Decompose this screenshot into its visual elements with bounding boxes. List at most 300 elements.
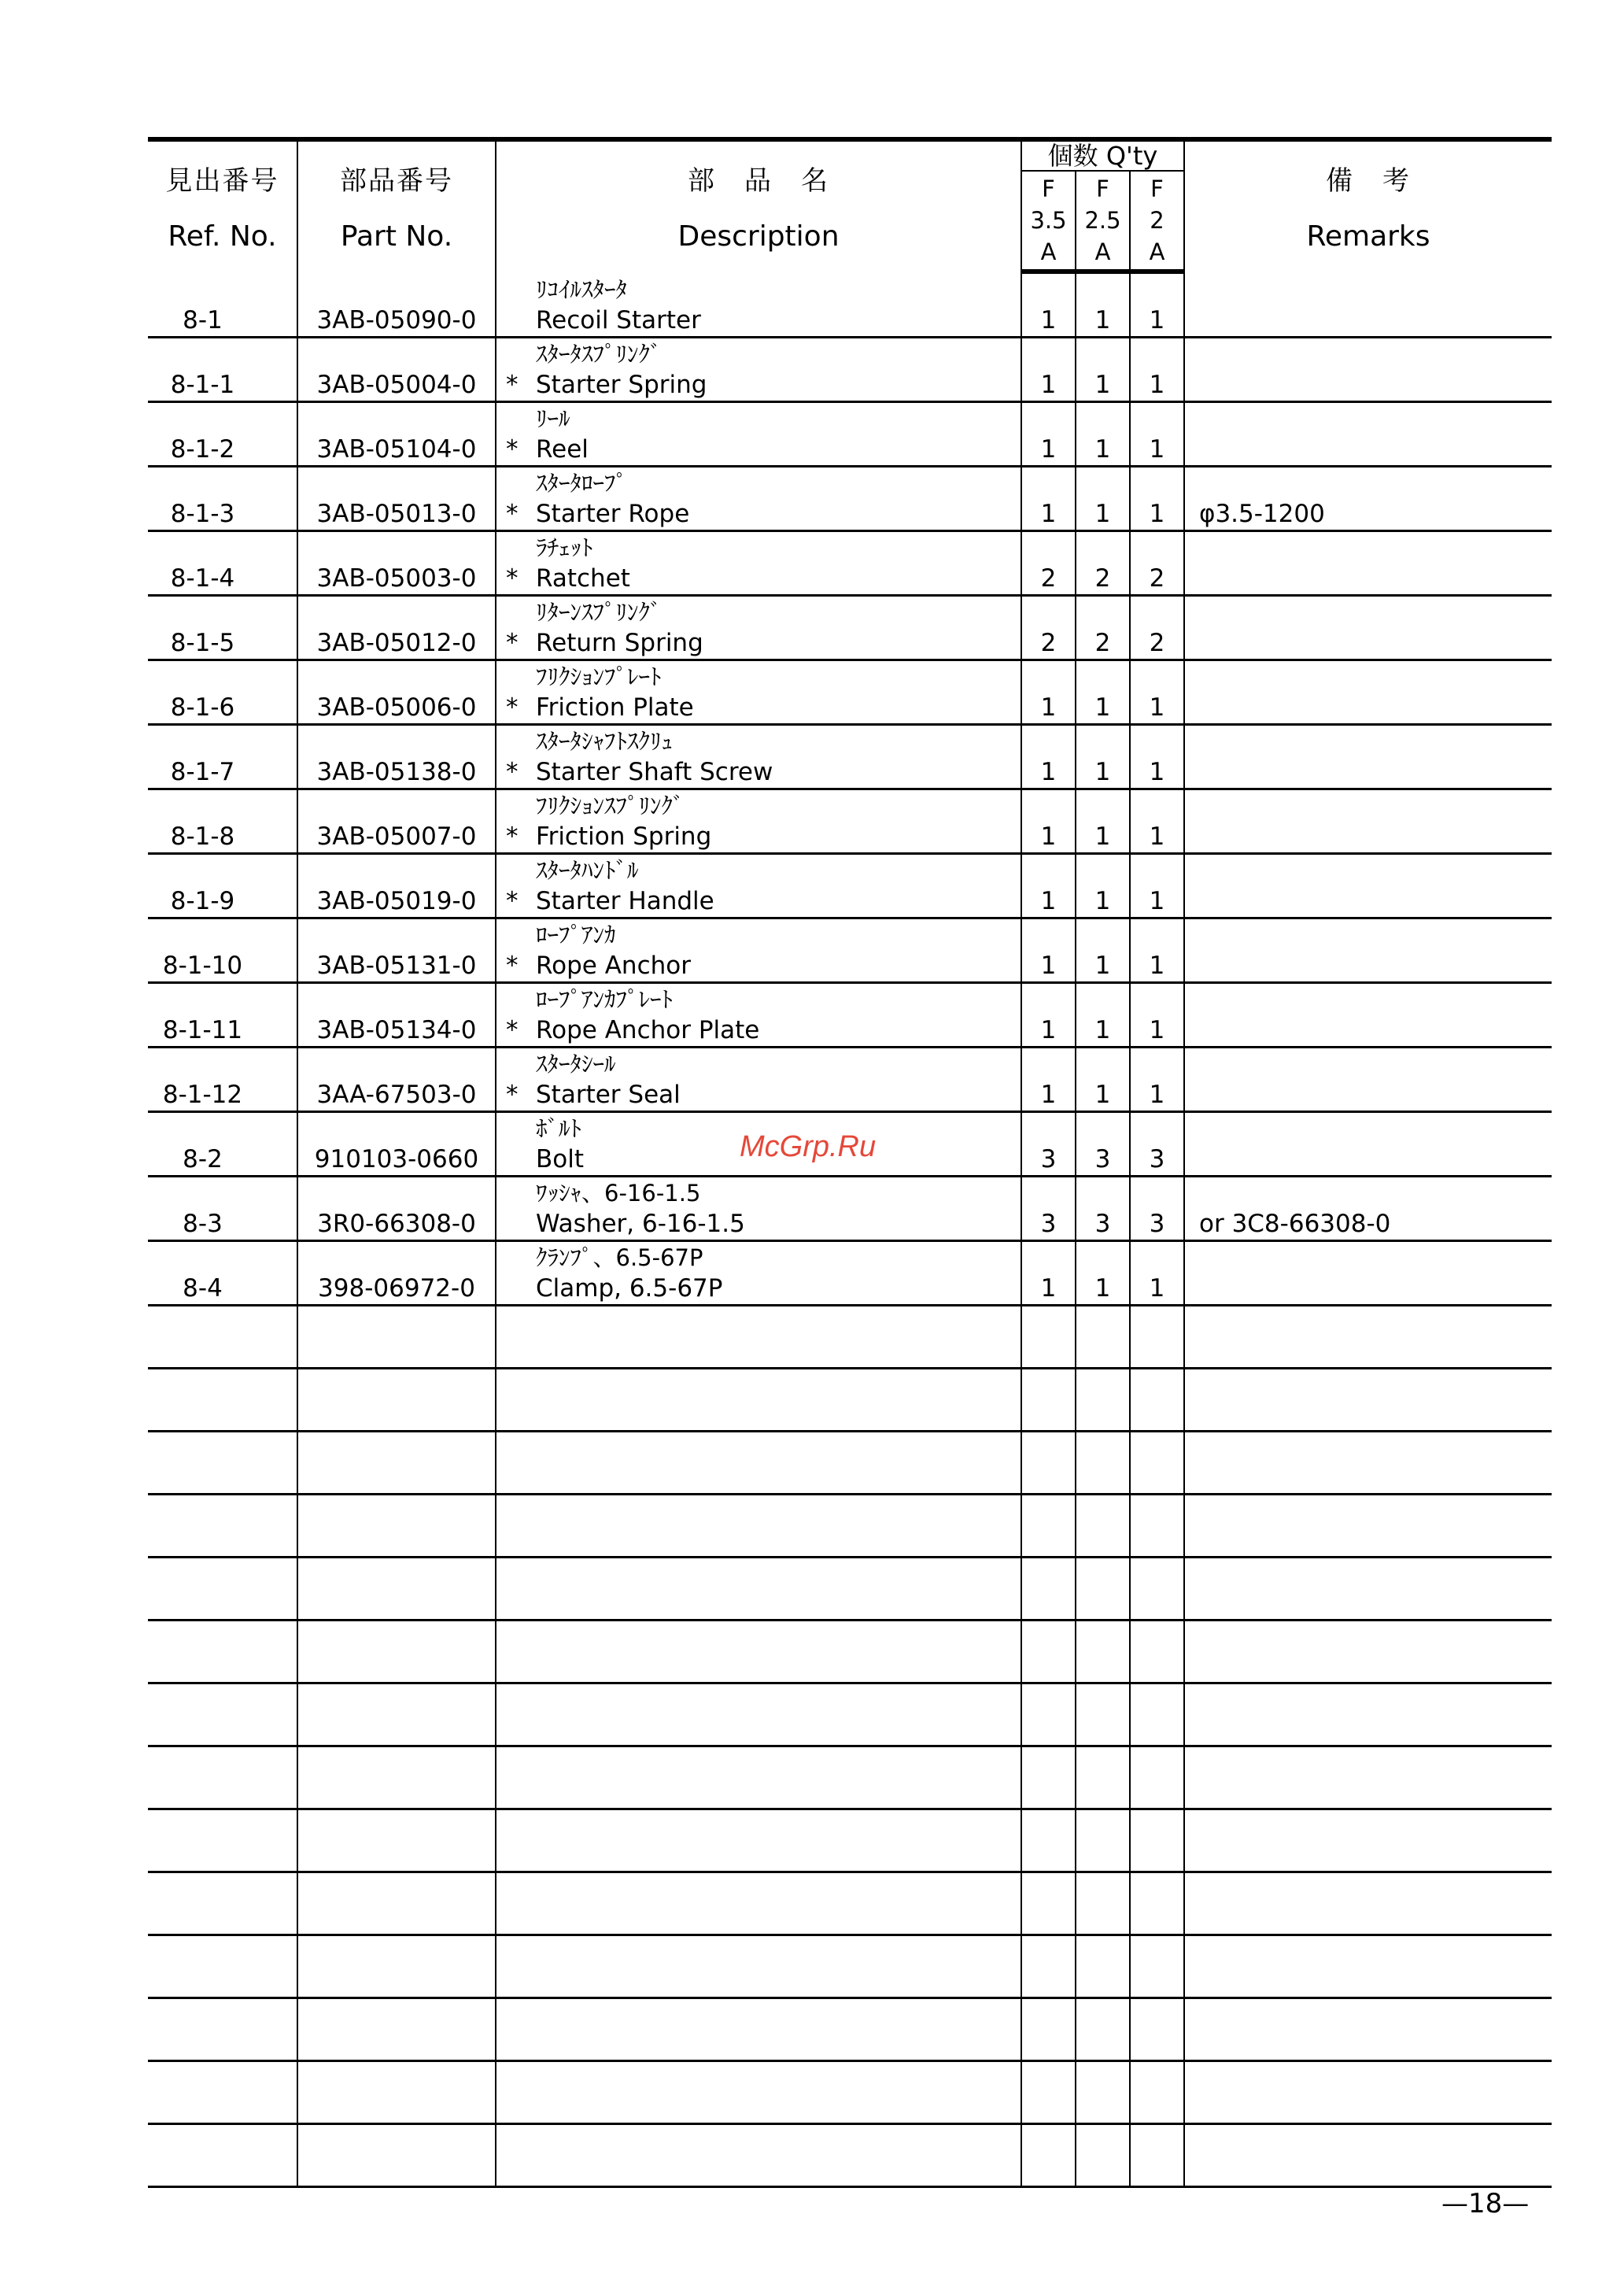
ref-number-cell: 8-1-6 — [148, 660, 297, 725]
empty-cell — [148, 1746, 297, 1809]
set-mark: * — [506, 371, 519, 399]
description-text: Clamp, 6.5-67P — [536, 1274, 723, 1303]
japanese-name: ｽﾀｰﾀｽﾌﾟﾘﾝｸﾞ — [536, 341, 662, 368]
empty-cell — [496, 1306, 1021, 1369]
empty-cell — [148, 1683, 297, 1746]
empty-cell — [1021, 1495, 1076, 1558]
ref-number-cell: 8-1-5 — [148, 596, 297, 660]
qty-cell: 1 — [1021, 918, 1076, 983]
description-cell — [496, 1048, 1021, 1112]
empty-row — [148, 1306, 1552, 1369]
empty-cell — [1184, 1809, 1552, 1872]
ref-number-cell: 8-1-8 — [148, 789, 297, 854]
empty-cell — [1076, 1621, 1130, 1683]
table-row — [148, 596, 1552, 660]
empty-cell — [1184, 1369, 1552, 1432]
empty-cell — [1130, 1683, 1184, 1746]
english-description — [506, 885, 1021, 917]
qty-cell: 2 — [1130, 531, 1184, 596]
description-text: Starter Shaft Screw — [536, 758, 773, 786]
empty-cell — [496, 2124, 1021, 2187]
ref-number-cell: 8-1-12 — [148, 1048, 297, 1112]
empty-row — [148, 1683, 1552, 1746]
description-text: Rope Anchor Plate — [536, 1016, 760, 1044]
japanese-name: ﾎﾞﾙﾄ — [536, 1115, 582, 1142]
remarks-cell — [1184, 1112, 1552, 1177]
empty-cell — [1184, 1746, 1552, 1809]
empty-cell — [1076, 1683, 1130, 1746]
empty-cell — [496, 1935, 1021, 1998]
remarks-cell — [1184, 531, 1552, 596]
empty-cell — [1130, 1369, 1184, 1432]
empty-cell — [297, 1683, 496, 1746]
part-number-cell: 3AB-05007-0 — [297, 789, 496, 854]
description-text: Bolt — [536, 1145, 585, 1173]
english-description — [506, 1079, 1021, 1111]
empty-cell — [1021, 2124, 1076, 2187]
remarks-cell — [1184, 983, 1552, 1048]
table-row — [148, 854, 1552, 918]
empty-cell — [148, 1621, 297, 1683]
part-number-cell: 3AA-67503-0 — [297, 1048, 496, 1112]
qty-cell: 1 — [1076, 725, 1130, 789]
japanese-name: ﾘﾀｰﾝｽﾌﾟﾘﾝｸﾞ — [536, 599, 662, 626]
english-description — [506, 563, 1021, 594]
empty-cell — [1130, 1306, 1184, 1369]
qty-cell: 1 — [1130, 983, 1184, 1048]
qty-cell: 1 — [1076, 402, 1130, 467]
table-row — [148, 918, 1552, 983]
model-column-header: F 2.5 A — [1076, 172, 1130, 272]
qty-cell: 1 — [1021, 789, 1076, 854]
empty-row — [148, 2124, 1552, 2187]
description-text: Friction Spring — [536, 822, 712, 851]
ref-number-cell: 8-4 — [148, 1241, 297, 1306]
empty-cell — [297, 1495, 496, 1558]
empty-cell — [1076, 2061, 1130, 2124]
table-row — [148, 467, 1552, 531]
page-number: —18— — [1441, 2188, 1530, 2219]
part-number-cell: 3AB-05006-0 — [297, 660, 496, 725]
english-description — [506, 498, 1021, 530]
qty-cell: 1 — [1076, 660, 1130, 725]
empty-row — [148, 1558, 1552, 1621]
table-row — [148, 1177, 1552, 1241]
japanese-name: ﾛｰﾌﾟｱﾝｶﾌﾟﾚｰﾄ — [536, 986, 674, 1013]
empty-cell — [496, 1809, 1021, 1872]
table-row — [148, 272, 1552, 338]
set-mark: * — [506, 887, 519, 915]
japanese-name: ﾌﾘｸｼｮﾝｽﾌﾟﾘﾝｸﾞ — [536, 793, 685, 819]
set-mark: * — [506, 952, 519, 980]
empty-row — [148, 1369, 1552, 1432]
empty-row — [148, 1495, 1552, 1558]
empty-cell — [148, 1558, 297, 1621]
part-number-cell: 3AB-05131-0 — [297, 918, 496, 983]
qty-cell: 1 — [1021, 1048, 1076, 1112]
empty-row — [148, 2061, 1552, 2124]
empty-cell — [297, 1432, 496, 1495]
empty-cell — [1184, 1495, 1552, 1558]
description-text: Ratchet — [536, 564, 630, 593]
japanese-name: ﾘｺｲﾙｽﾀｰﾀ — [536, 276, 628, 303]
english-description — [506, 434, 1021, 465]
description-text: Reel — [536, 435, 589, 464]
set-mark: * — [506, 1081, 519, 1109]
empty-cell — [297, 1998, 496, 2061]
description-text: Return Spring — [536, 629, 703, 657]
japanese-name: ﾌﾘｸｼｮﾝﾌﾟﾚｰﾄ — [536, 663, 662, 690]
japanese-name: ｽﾀｰﾀｼｬﾌﾄｽｸﾘｭ — [536, 728, 674, 755]
qty-cell: 1 — [1021, 660, 1076, 725]
description-text: Washer, 6-16-1.5 — [536, 1210, 745, 1238]
qty-cell: 1 — [1021, 338, 1076, 402]
empty-cell — [148, 1998, 297, 2061]
table-row — [148, 1048, 1552, 1112]
empty-cell — [1130, 1621, 1184, 1683]
empty-cell — [1076, 1746, 1130, 1809]
empty-cell — [1021, 1432, 1076, 1495]
qty-cell: 1 — [1076, 272, 1130, 338]
quantity-header: 個数 Q'ty — [1021, 139, 1184, 172]
ref-number-cell: 8-3 — [148, 1177, 297, 1241]
qty-cell: 1 — [1130, 854, 1184, 918]
empty-cell — [297, 2124, 496, 2187]
description-text: Starter Handle — [536, 887, 714, 915]
empty-row — [148, 1998, 1552, 2061]
empty-cell — [496, 1432, 1021, 1495]
empty-cell — [1076, 1558, 1130, 1621]
english-description — [506, 1273, 1021, 1304]
qty-cell: 3 — [1076, 1177, 1130, 1241]
remarks-cell — [1184, 596, 1552, 660]
model-column-header: F 2 A — [1130, 172, 1184, 272]
remarks-cell: φ3.5-1200 — [1184, 467, 1552, 531]
qty-cell: 1 — [1076, 983, 1130, 1048]
empty-cell — [1184, 1872, 1552, 1935]
qty-cell: 1 — [1076, 467, 1130, 531]
english-description — [506, 692, 1021, 723]
empty-cell — [1021, 1809, 1076, 1872]
qty-cell: 2 — [1021, 531, 1076, 596]
qty-cell: 1 — [1021, 983, 1076, 1048]
empty-cell — [148, 1935, 297, 1998]
ref-number-cell: 8-1-1 — [148, 338, 297, 402]
description-cell — [496, 1241, 1021, 1306]
empty-cell — [1021, 1558, 1076, 1621]
ref-number-cell: 8-1 — [148, 272, 297, 338]
english-description — [506, 1014, 1021, 1046]
description-cell — [496, 467, 1021, 531]
empty-cell — [1184, 1998, 1552, 2061]
empty-row — [148, 1621, 1552, 1683]
description-cell — [496, 789, 1021, 854]
part-number-cell: 3AB-05003-0 — [297, 531, 496, 596]
empty-cell — [148, 2061, 297, 2124]
empty-cell — [1076, 2124, 1130, 2187]
ref-number-cell: 8-1-3 — [148, 467, 297, 531]
qty-cell: 1 — [1076, 918, 1130, 983]
empty-cell — [496, 1369, 1021, 1432]
empty-cell — [297, 1558, 496, 1621]
qty-cell: 1 — [1021, 467, 1076, 531]
empty-cell — [1021, 1872, 1076, 1935]
qty-cell: 1 — [1076, 789, 1130, 854]
part-number-cell: 3AB-05012-0 — [297, 596, 496, 660]
empty-cell — [1184, 1306, 1552, 1369]
empty-cell — [297, 1306, 496, 1369]
remarks-cell — [1184, 272, 1552, 338]
part-number-cell: 3R0-66308-0 — [297, 1177, 496, 1241]
empty-cell — [1021, 1746, 1076, 1809]
remarks-cell — [1184, 660, 1552, 725]
japanese-name: ｸﾗﾝﾌﾟ、6.5-67P — [536, 1244, 703, 1271]
japanese-name: ﾗﾁｪｯﾄ — [536, 534, 593, 561]
description-text: Starter Spring — [536, 371, 707, 399]
empty-cell — [148, 1872, 297, 1935]
part-number-cell: 3AB-05004-0 — [297, 338, 496, 402]
empty-cell — [1076, 1306, 1130, 1369]
empty-cell — [1076, 1369, 1130, 1432]
empty-cell — [148, 1306, 297, 1369]
empty-cell — [297, 1872, 496, 1935]
empty-cell — [1076, 1872, 1130, 1935]
part-number-cell: 3AB-05134-0 — [297, 983, 496, 1048]
empty-cell — [496, 1746, 1021, 1809]
qty-cell: 3 — [1130, 1112, 1184, 1177]
table-row — [148, 789, 1552, 854]
qty-cell: 1 — [1021, 272, 1076, 338]
empty-cell — [1076, 1935, 1130, 1998]
set-mark: * — [506, 500, 519, 528]
empty-cell — [1184, 2124, 1552, 2187]
part-number-cell: 3AB-05090-0 — [297, 272, 496, 338]
empty-cell — [1076, 1998, 1130, 2061]
set-mark: * — [506, 564, 519, 593]
qty-cell: 1 — [1021, 854, 1076, 918]
ref-number-cell: 8-2 — [148, 1112, 297, 1177]
set-mark: * — [506, 758, 519, 786]
qty-cell: 1 — [1076, 1241, 1130, 1306]
empty-cell — [1021, 1683, 1076, 1746]
empty-cell — [297, 2061, 496, 2124]
qty-cell: 1 — [1130, 725, 1184, 789]
watermark: McGrp.Ru — [740, 1130, 877, 1163]
remarks-cell — [1184, 402, 1552, 467]
table-row — [148, 660, 1552, 725]
ref-number-cell: 8-1-9 — [148, 854, 297, 918]
description-cell — [496, 918, 1021, 983]
part-number-cell: 398-06972-0 — [297, 1241, 496, 1306]
english-description — [506, 627, 1021, 659]
qty-cell: 3 — [1021, 1177, 1076, 1241]
qty-cell: 2 — [1021, 596, 1076, 660]
empty-cell — [148, 1369, 297, 1432]
empty-cell — [496, 1872, 1021, 1935]
remarks-cell — [1184, 338, 1552, 402]
english-description — [506, 950, 1021, 981]
ref-number-cell: 8-1-7 — [148, 725, 297, 789]
ref-number-cell: 8-1-4 — [148, 531, 297, 596]
ref-number-cell: 8-1-2 — [148, 402, 297, 467]
empty-cell — [496, 1558, 1021, 1621]
empty-row — [148, 1809, 1552, 1872]
remarks-cell — [1184, 854, 1552, 918]
set-mark: * — [506, 822, 519, 851]
empty-row — [148, 1432, 1552, 1495]
empty-cell — [1076, 1809, 1130, 1872]
empty-cell — [1130, 1935, 1184, 1998]
part-number-cell: 3AB-05104-0 — [297, 402, 496, 467]
empty-cell — [1130, 1872, 1184, 1935]
empty-cell — [1130, 1558, 1184, 1621]
remarks-cell — [1184, 725, 1552, 789]
empty-cell — [1076, 1432, 1130, 1495]
japanese-name: ﾘｰﾙ — [536, 405, 570, 432]
japanese-name: ｽﾀｰﾀﾊﾝﾄﾞﾙ — [536, 857, 639, 884]
empty-cell — [297, 1935, 496, 1998]
empty-row — [148, 1935, 1552, 1998]
remarks-cell — [1184, 789, 1552, 854]
model-column-header: F 3.5 A — [1021, 172, 1076, 272]
empty-cell — [1184, 1621, 1552, 1683]
description-cell — [496, 338, 1021, 402]
table-row — [148, 531, 1552, 596]
empty-cell — [1130, 1495, 1184, 1558]
qty-cell: 1 — [1076, 1048, 1130, 1112]
empty-cell — [1021, 1621, 1076, 1683]
empty-cell — [1076, 1495, 1130, 1558]
table-row — [148, 725, 1552, 789]
parts-rows — [148, 272, 1552, 2187]
remarks-cell — [1184, 1241, 1552, 1306]
japanese-name: ｽﾀｰﾀｼｰﾙ — [536, 1051, 616, 1077]
part-no-header: 部品番号 Part No. — [297, 139, 496, 272]
qty-cell: 1 — [1130, 467, 1184, 531]
set-mark: * — [506, 629, 519, 657]
qty-cell: 2 — [1076, 531, 1130, 596]
empty-cell — [1130, 1998, 1184, 2061]
table-row — [148, 1241, 1552, 1306]
remarks-cell: or 3C8-66308-0 — [1184, 1177, 1552, 1241]
empty-row — [148, 1872, 1552, 1935]
english-description — [506, 305, 1021, 336]
qty-cell: 3 — [1021, 1112, 1076, 1177]
qty-cell: 1 — [1130, 789, 1184, 854]
empty-cell — [496, 1495, 1021, 1558]
qty-cell: 2 — [1076, 596, 1130, 660]
qty-cell: 1 — [1021, 402, 1076, 467]
qty-cell: 1 — [1130, 1048, 1184, 1112]
set-mark: * — [506, 435, 519, 464]
qty-cell: 1 — [1130, 272, 1184, 338]
qty-cell: 1 — [1130, 402, 1184, 467]
empty-cell — [297, 1809, 496, 1872]
description-text: Starter Seal — [536, 1081, 681, 1109]
empty-cell — [297, 1621, 496, 1683]
description-cell — [496, 272, 1021, 338]
empty-cell — [1184, 1558, 1552, 1621]
set-mark: * — [506, 693, 519, 722]
empty-cell — [1021, 1935, 1076, 1998]
empty-cell — [1184, 1935, 1552, 1998]
qty-cell: 1 — [1130, 338, 1184, 402]
empty-cell — [496, 1683, 1021, 1746]
qty-cell: 3 — [1130, 1177, 1184, 1241]
table-row — [148, 338, 1552, 402]
qty-cell: 1 — [1021, 1241, 1076, 1306]
description-header: 部 品 名 Description — [496, 139, 1021, 272]
english-description — [506, 756, 1021, 788]
empty-cell — [1130, 2061, 1184, 2124]
description-cell — [496, 596, 1021, 660]
description-cell — [496, 531, 1021, 596]
empty-cell — [1021, 1369, 1076, 1432]
empty-cell — [1130, 2124, 1184, 2187]
japanese-name: ｽﾀｰﾀﾛｰﾌﾟ — [536, 470, 628, 497]
empty-cell — [148, 1809, 297, 1872]
ref-no-header: 見出番号 Ref. No. — [148, 139, 297, 272]
empty-cell — [1184, 2061, 1552, 2124]
empty-cell — [496, 1621, 1021, 1683]
remarks-header: 備 考 Remarks — [1184, 139, 1552, 272]
description-cell — [496, 1177, 1021, 1241]
empty-cell — [1021, 1306, 1076, 1369]
empty-cell — [297, 1746, 496, 1809]
empty-cell — [1184, 1683, 1552, 1746]
qty-cell: 1 — [1076, 854, 1130, 918]
description-text: Recoil Starter — [536, 306, 701, 334]
description-cell — [496, 660, 1021, 725]
qty-cell: 1 — [1076, 338, 1130, 402]
empty-cell — [297, 1369, 496, 1432]
empty-row — [148, 1746, 1552, 1809]
empty-cell — [148, 1432, 297, 1495]
japanese-name: ﾛｰﾌﾟｱﾝｶ — [536, 922, 616, 948]
qty-cell: 3 — [1076, 1112, 1130, 1177]
japanese-name: ﾜｯｼｬ、6-16-1.5 — [536, 1180, 701, 1207]
description-cell — [496, 983, 1021, 1048]
empty-cell — [148, 1495, 297, 1558]
empty-cell — [1021, 2061, 1076, 2124]
part-number-cell: 910103-0660 — [297, 1112, 496, 1177]
english-description — [506, 1208, 1021, 1240]
part-number-cell: 3AB-05138-0 — [297, 725, 496, 789]
ref-number-cell: 8-1-11 — [148, 983, 297, 1048]
empty-cell — [1130, 1432, 1184, 1495]
empty-cell — [148, 2124, 297, 2187]
remarks-cell — [1184, 1048, 1552, 1112]
set-mark: * — [506, 1016, 519, 1044]
english-description — [506, 369, 1021, 401]
qty-cell: 1 — [1021, 725, 1076, 789]
description-text: Starter Rope — [536, 500, 690, 528]
table-row — [148, 402, 1552, 467]
remarks-cell — [1184, 918, 1552, 983]
empty-cell — [1021, 1998, 1076, 2061]
qty-cell: 1 — [1130, 1241, 1184, 1306]
part-number-cell: 3AB-05019-0 — [297, 854, 496, 918]
part-number-cell: 3AB-05013-0 — [297, 467, 496, 531]
qty-cell: 1 — [1130, 918, 1184, 983]
qty-cell: 1 — [1130, 660, 1184, 725]
empty-cell — [496, 1998, 1021, 2061]
empty-cell — [1130, 1809, 1184, 1872]
empty-cell — [1184, 1432, 1552, 1495]
empty-cell — [496, 2061, 1021, 2124]
qty-cell: 2 — [1130, 596, 1184, 660]
empty-cell — [1130, 1746, 1184, 1809]
